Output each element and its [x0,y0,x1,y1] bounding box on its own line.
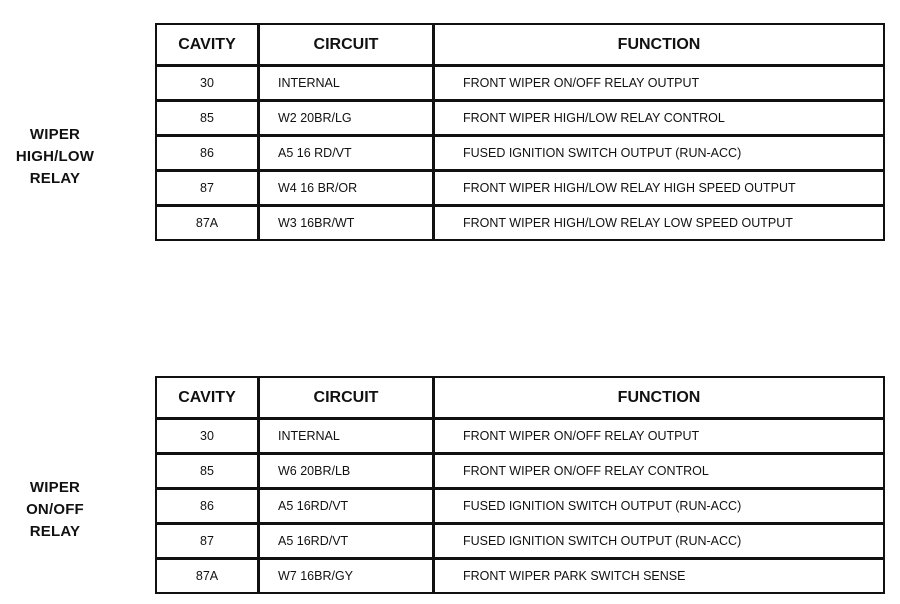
circuit-cell: INTERNAL [259,66,434,101]
function-cell: FUSED IGNITION SWITCH OUTPUT (RUN-ACC) [434,489,885,524]
table-row [156,559,884,594]
function-cell: FRONT WIPER ON/OFF RELAY OUTPUT [434,66,885,101]
function-cell: FUSED IGNITION SWITCH OUTPUT (RUN-ACC) [434,524,885,559]
circuit-cell: W3 16BR/WT [259,206,434,241]
table-row [156,136,884,171]
cavity-cell: 87A [156,559,259,594]
table-row [156,524,884,559]
cavity-cell: 87A [156,206,259,241]
relay-label-line: RELAY [29,523,81,540]
column-header-function: FUNCTION [434,377,885,419]
circuit-cell: W6 20BR/LB [259,454,434,489]
relay-label-line: HIGH/LOW [15,148,95,165]
relay-label-line: RELAY [29,170,81,187]
cavity-cell: 86 [156,489,259,524]
column-header-cavity: CAVITY [156,24,259,66]
column-header-function: FUNCTION [434,24,885,66]
circuit-cell: A5 16RD/VT [259,524,434,559]
cavity-cell: 30 [156,66,259,101]
table-row [156,66,884,101]
function-cell: FRONT WIPER ON/OFF RELAY OUTPUT [434,419,885,454]
circuit-cell: INTERNAL [259,419,434,454]
function-cell: FRONT WIPER PARK SWITCH SENSE [434,559,885,594]
column-header-circuit: CIRCUIT [259,24,434,66]
circuit-cell: W4 16 BR/OR [259,171,434,206]
table-row [156,206,884,241]
column-header-cavity: CAVITY [156,377,259,419]
cavity-cell: 87 [156,524,259,559]
table-row [156,419,884,454]
table-header-row [156,24,884,66]
cavity-cell: 30 [156,419,259,454]
function-cell: FRONT WIPER HIGH/LOW RELAY CONTROL [434,101,885,136]
relay-label-line: WIPER [29,126,81,143]
table-header-row [156,377,884,419]
column-header-circuit: CIRCUIT [259,377,434,419]
table-row [156,454,884,489]
cavity-cell: 87 [156,171,259,206]
function-cell: FRONT WIPER ON/OFF RELAY CONTROL [434,454,885,489]
pin-table-high-low [155,23,885,241]
circuit-cell: A5 16 RD/VT [259,136,434,171]
cavity-cell: 85 [156,101,259,136]
relay-label-line: ON/OFF [26,501,84,518]
cavity-cell: 85 [156,454,259,489]
circuit-cell: W2 20BR/LG [259,101,434,136]
relay-label-on-off [0,477,110,543]
circuit-cell: A5 16RD/VT [259,489,434,524]
relay-label-line: WIPER [29,479,81,496]
cavity-cell: 86 [156,136,259,171]
pin-table-on-off [155,376,885,594]
relay-label-high-low [0,124,110,190]
circuit-cell: W7 16BR/GY [259,559,434,594]
function-cell: FRONT WIPER HIGH/LOW RELAY LOW SPEED OUTPUT [434,206,885,241]
function-cell: FRONT WIPER HIGH/LOW RELAY HIGH SPEED OUTPUT [434,171,885,206]
table-row [156,489,884,524]
function-cell: FUSED IGNITION SWITCH OUTPUT (RUN-ACC) [434,136,885,171]
table-row [156,101,884,136]
table-row [156,171,884,206]
